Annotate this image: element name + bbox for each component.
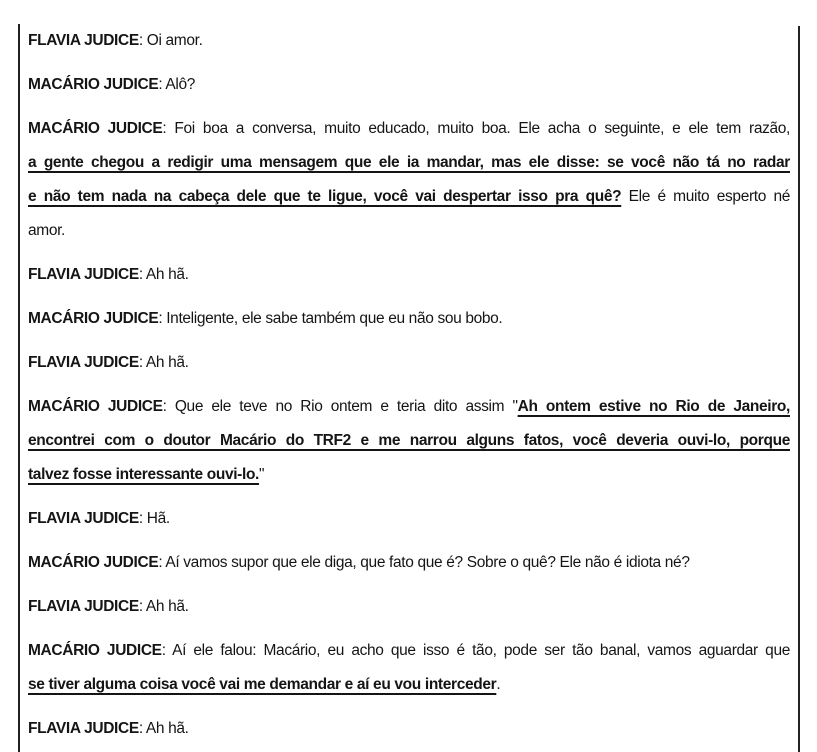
emphasized-quote-text: talvez fosse interessante ouvi-lo. bbox=[28, 466, 260, 483]
transcript-paragraph bbox=[28, 112, 790, 248]
transcript-paragraph bbox=[28, 302, 790, 336]
dialogue-text: " bbox=[259, 466, 265, 483]
transcript-line bbox=[28, 24, 790, 58]
transcript-line bbox=[28, 458, 790, 492]
transcript-line bbox=[28, 214, 790, 248]
dialogue-text: : Ah hã. bbox=[138, 720, 189, 737]
speaker-name: FLAVIA JUDICE bbox=[28, 354, 139, 371]
transcript-paragraph bbox=[28, 590, 790, 624]
transcript-paragraph bbox=[28, 258, 790, 292]
table-cell-border-left bbox=[18, 24, 20, 752]
transcript-line bbox=[28, 712, 790, 746]
speaker-name: MACÁRIO JUDICE bbox=[28, 554, 159, 571]
dialogue-text: : Inteligente, ele sabe também que eu não sou bobo. bbox=[158, 310, 503, 327]
dialogue-text: . bbox=[496, 676, 501, 693]
dialogue-text: : Ah hã. bbox=[138, 266, 189, 283]
speaker-name: MACÁRIO JUDICE bbox=[28, 642, 162, 659]
dialogue-text: : Aí vamos supor que ele diga, que fato que é? Sobre o quê? Ele não é idiota né? bbox=[158, 554, 690, 571]
transcript-paragraph bbox=[28, 24, 790, 58]
transcript-paragraph bbox=[28, 712, 790, 746]
emphasized-quote-text: encontrei com o doutor Macário do TRF2 e me narrou alguns fatos, você deveria ouvi-lo, porque bbox=[28, 432, 790, 449]
emphasized-quote-text: se tiver alguma coisa você vai me demandar e aí eu vou interceder bbox=[28, 676, 497, 693]
transcript-line bbox=[28, 390, 790, 424]
dialogue-text: : Foi boa a conversa, muito educado, muito boa. Ele acha o seguinte, e ele tem razão, bbox=[162, 120, 790, 137]
speaker-name: FLAVIA JUDICE bbox=[28, 266, 139, 283]
speaker-name: MACÁRIO JUDICE bbox=[28, 76, 159, 93]
transcript-paragraph bbox=[28, 390, 790, 492]
table-cell-border-right bbox=[798, 26, 800, 752]
dialogue-text: : Alô? bbox=[158, 76, 195, 93]
transcript-line bbox=[28, 424, 790, 458]
transcript-line bbox=[28, 668, 790, 702]
transcript-paragraph bbox=[28, 68, 790, 102]
transcript-line bbox=[28, 146, 790, 180]
dialogue-text: Ele é muito esperto né bbox=[621, 188, 790, 205]
emphasized-quote-text: a gente chegou a redigir uma mensagem que ele ia mandar, mas ele disse: se você não tá no radar bbox=[28, 154, 790, 171]
transcript-line bbox=[28, 258, 790, 292]
transcript-paragraph bbox=[28, 546, 790, 580]
transcript-line bbox=[28, 346, 790, 380]
transcript-paragraph bbox=[28, 346, 790, 380]
speaker-name: FLAVIA JUDICE bbox=[28, 510, 139, 527]
emphasized-quote-text: e não tem nada na cabeça dele que te ligue, você vai despertar isso pra quê? bbox=[28, 188, 622, 205]
transcript-line bbox=[28, 502, 790, 536]
transcript-paragraph bbox=[28, 502, 790, 536]
dialogue-text: : Hã. bbox=[138, 510, 170, 527]
transcript-line bbox=[28, 180, 790, 214]
emphasized-quote-text: Ah ontem estive no Rio de Janeiro, bbox=[517, 398, 790, 415]
dialogue-text: : Ah hã. bbox=[138, 598, 189, 615]
speaker-name: MACÁRIO JUDICE bbox=[28, 120, 163, 137]
transcript-line bbox=[28, 590, 790, 624]
transcript-line bbox=[28, 112, 790, 146]
transcript-line bbox=[28, 68, 790, 102]
dialogue-text: amor. bbox=[28, 222, 66, 239]
speaker-name: MACÁRIO JUDICE bbox=[28, 398, 163, 415]
transcript-line bbox=[28, 546, 790, 580]
speaker-name: MACÁRIO JUDICE bbox=[28, 310, 159, 327]
dialogue-text: : Aí ele falou: Macário, eu acho que isso é tão, pode ser tão banal, vamos aguardar que bbox=[161, 642, 790, 659]
transcript-line bbox=[28, 302, 790, 336]
transcript-body bbox=[28, 24, 790, 746]
speaker-name: FLAVIA JUDICE bbox=[28, 720, 139, 737]
dialogue-text: : Ah hã. bbox=[138, 354, 189, 371]
dialogue-text: : Que ele teve no Rio ontem e teria dito assim " bbox=[162, 398, 518, 415]
dialogue-text: : Oi amor. bbox=[138, 32, 203, 49]
transcript-line bbox=[28, 634, 790, 668]
speaker-name: FLAVIA JUDICE bbox=[28, 598, 139, 615]
speaker-name: FLAVIA JUDICE bbox=[28, 32, 139, 49]
transcript-paragraph bbox=[28, 634, 790, 702]
